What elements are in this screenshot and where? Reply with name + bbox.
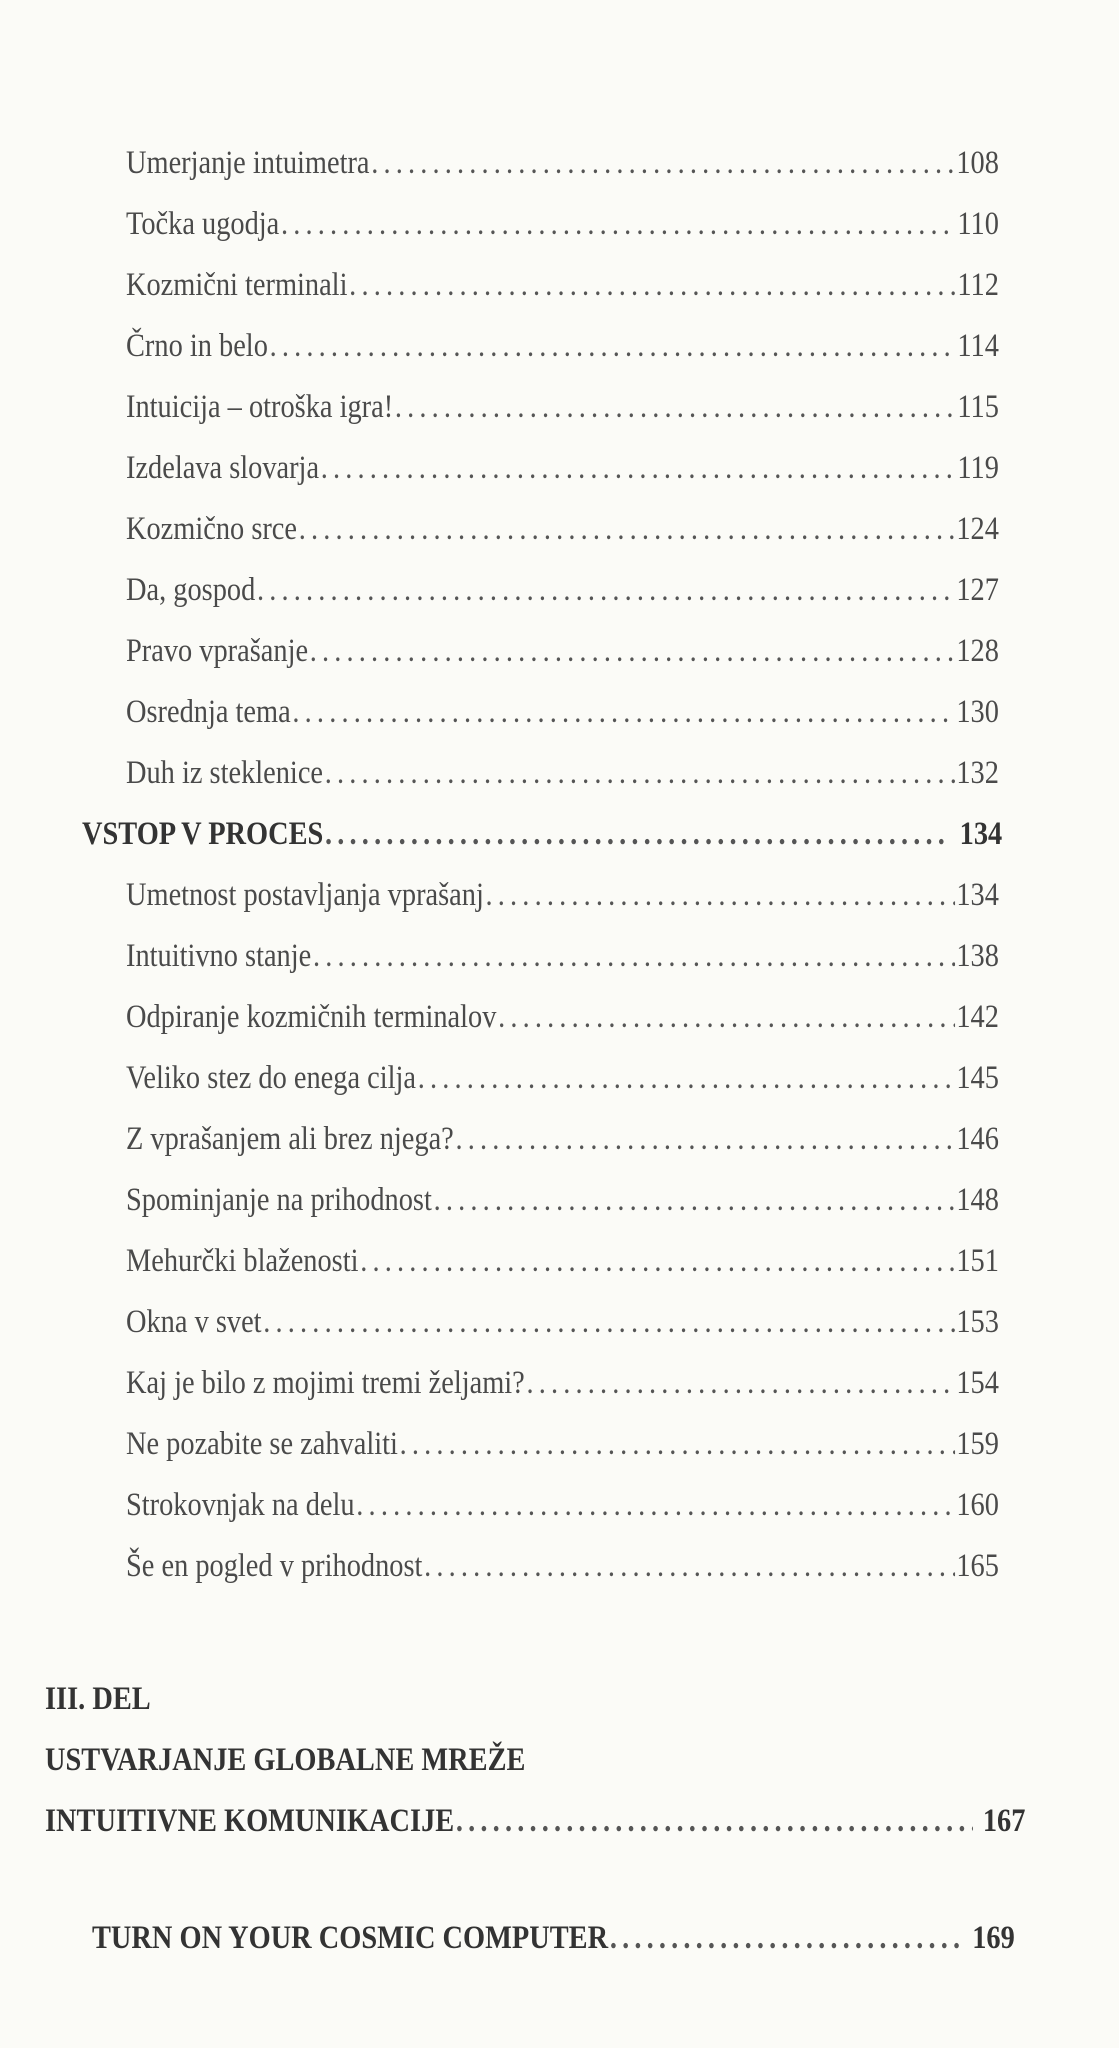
toc-entry-page: 154 — [956, 1365, 999, 1401]
toc-entry-page: 160 — [956, 1487, 999, 1523]
dot-leader — [424, 1546, 954, 1586]
toc-entry-title: Izdelava slovarja — [126, 450, 320, 486]
toc-final-title: TURN ON YOUR COSMIC COMPUTER — [92, 1920, 609, 1956]
dot-leader — [292, 692, 954, 732]
toc-entry-title: Črno in belo — [126, 328, 268, 364]
toc-entry-page: 130 — [956, 694, 999, 730]
toc-entry-page: 145 — [956, 1060, 999, 1096]
toc-entry-page: 148 — [956, 1182, 999, 1218]
dot-leader — [310, 631, 955, 671]
part-title-line-1: USTVARJANJE GLOBALNE MREŽE — [45, 1742, 526, 1778]
toc-entry-page: 146 — [956, 1121, 999, 1157]
dot-leader — [325, 814, 949, 854]
toc-entry[interactable] — [126, 997, 999, 1037]
toc-entry-title: Ne pozabite se zahvaliti — [126, 1426, 398, 1462]
toc-entry-page: 159 — [956, 1426, 999, 1462]
dot-leader — [371, 143, 954, 183]
dot-leader — [400, 1424, 955, 1464]
toc-entry[interactable] — [126, 1546, 999, 1586]
toc-final-entry[interactable] — [92, 1918, 1015, 1958]
toc-entry[interactable] — [126, 1058, 999, 1098]
toc-entry-page: 142 — [956, 999, 999, 1035]
toc-entry-title: Odpiranje kozmičnih terminalov — [126, 999, 497, 1035]
toc-part-heading[interactable] — [45, 1801, 1025, 1841]
toc-entry-title: Pravo vprašanje — [126, 633, 309, 669]
toc-entry-title: Okna v svet — [126, 1304, 262, 1340]
toc-entry-page: 153 — [956, 1304, 999, 1340]
toc-entry-title: Spominjanje na prihodnost — [126, 1182, 432, 1218]
toc-entry[interactable] — [126, 1363, 999, 1403]
toc-entry-title: Osrednja tema — [126, 694, 291, 730]
toc-entry-title: Z vprašanjem ali brez njega? — [126, 1121, 454, 1157]
toc-section-page: 134 — [959, 816, 1003, 852]
toc-entry-title: Umetnost postavljanja vprašanj — [126, 877, 484, 913]
toc-entry-page: 132 — [956, 755, 999, 791]
toc-entry[interactable] — [126, 570, 999, 610]
dot-leader — [313, 936, 955, 976]
dot-leader — [263, 1302, 954, 1342]
toc-entry[interactable] — [126, 936, 999, 976]
toc-entry-title: Strokovnjak na delu — [126, 1487, 355, 1523]
toc-entry[interactable] — [126, 1424, 999, 1464]
toc-entry-title: Točka ugodja — [126, 206, 280, 242]
toc-entry-title: Intuicija – otroška igra! — [126, 389, 394, 425]
toc-entry-title: Še en pogled v prihodnost — [126, 1548, 423, 1584]
toc-entry-title: Intuitivno stanje — [126, 938, 312, 974]
toc-entry-title: Da, gospod — [126, 572, 256, 608]
dot-leader — [610, 1918, 962, 1958]
dot-leader — [456, 1119, 955, 1159]
toc-entry-title: Umerjanje intuimetra — [126, 145, 370, 181]
toc-entry-page: 134 — [956, 877, 999, 913]
dot-leader — [281, 204, 956, 244]
toc-entry[interactable] — [126, 875, 999, 915]
toc-entry[interactable] — [126, 326, 999, 366]
dot-leader — [395, 387, 956, 427]
toc-entry[interactable] — [126, 1180, 999, 1220]
toc-section-heading[interactable] — [82, 814, 1002, 854]
dot-leader — [325, 753, 955, 793]
toc-entry-page: 112 — [957, 267, 999, 303]
dot-leader — [349, 265, 955, 305]
toc-entry[interactable] — [126, 631, 999, 671]
toc-entry[interactable] — [126, 204, 999, 244]
toc-entry[interactable] — [126, 265, 999, 305]
dot-leader — [257, 570, 955, 610]
toc-entry-page: 115 — [957, 389, 999, 425]
toc-entry-title: Veliko stez do enega cilja — [126, 1060, 416, 1096]
toc-entry-page: 110 — [957, 206, 999, 242]
toc-part-page: 167 — [982, 1803, 1026, 1839]
toc-entry[interactable] — [126, 753, 999, 793]
part-title-line-2: INTUITIVNE KOMUNIKACIJE — [45, 1803, 455, 1839]
toc-entry-page: 114 — [957, 328, 999, 364]
dot-leader — [356, 1485, 954, 1525]
toc-entry-title: Kozmično srce — [126, 511, 298, 547]
dot-leader — [498, 997, 954, 1037]
dot-leader — [299, 509, 955, 549]
toc-entry-title: Kozmični terminali — [126, 267, 348, 303]
dot-leader — [418, 1058, 955, 1098]
dot-leader — [270, 326, 956, 366]
toc-entry-page: 124 — [956, 511, 999, 547]
toc-entry[interactable] — [126, 387, 999, 427]
toc-entry-page: 151 — [956, 1243, 999, 1279]
toc-entry-title: Mehurčki blaženosti — [126, 1243, 359, 1279]
toc-entry[interactable] — [126, 692, 999, 732]
dot-leader — [527, 1363, 955, 1403]
toc-entry-title: Duh iz steklenice — [126, 755, 324, 791]
toc-entry-title: Kaj je bilo z mojimi tremi željami? — [126, 1365, 525, 1401]
toc-entry-page: 127 — [956, 572, 999, 608]
dot-leader — [321, 448, 956, 488]
dot-leader — [434, 1180, 955, 1220]
toc-entry[interactable] — [126, 1119, 999, 1159]
toc-entry-page: 119 — [957, 450, 999, 486]
dot-leader — [486, 875, 955, 915]
dot-leader — [360, 1241, 954, 1281]
toc-entry[interactable] — [126, 509, 999, 549]
dot-leader — [456, 1801, 973, 1841]
toc-entry[interactable] — [126, 448, 999, 488]
toc-entry-page: 128 — [956, 633, 999, 669]
toc-entry-page: 165 — [956, 1548, 999, 1584]
part-label: III. DEL — [45, 1681, 151, 1717]
toc-entry[interactable] — [126, 1302, 999, 1342]
toc-entry-page: 108 — [956, 145, 999, 181]
toc-final-page: 169 — [972, 1920, 1015, 1956]
toc-entry-page: 138 — [956, 938, 999, 974]
toc-entry[interactable] — [126, 143, 999, 183]
toc-entry[interactable] — [126, 1485, 999, 1525]
toc-section-title: VSTOP V PROCES — [82, 816, 324, 852]
toc-entry[interactable] — [126, 1241, 999, 1281]
